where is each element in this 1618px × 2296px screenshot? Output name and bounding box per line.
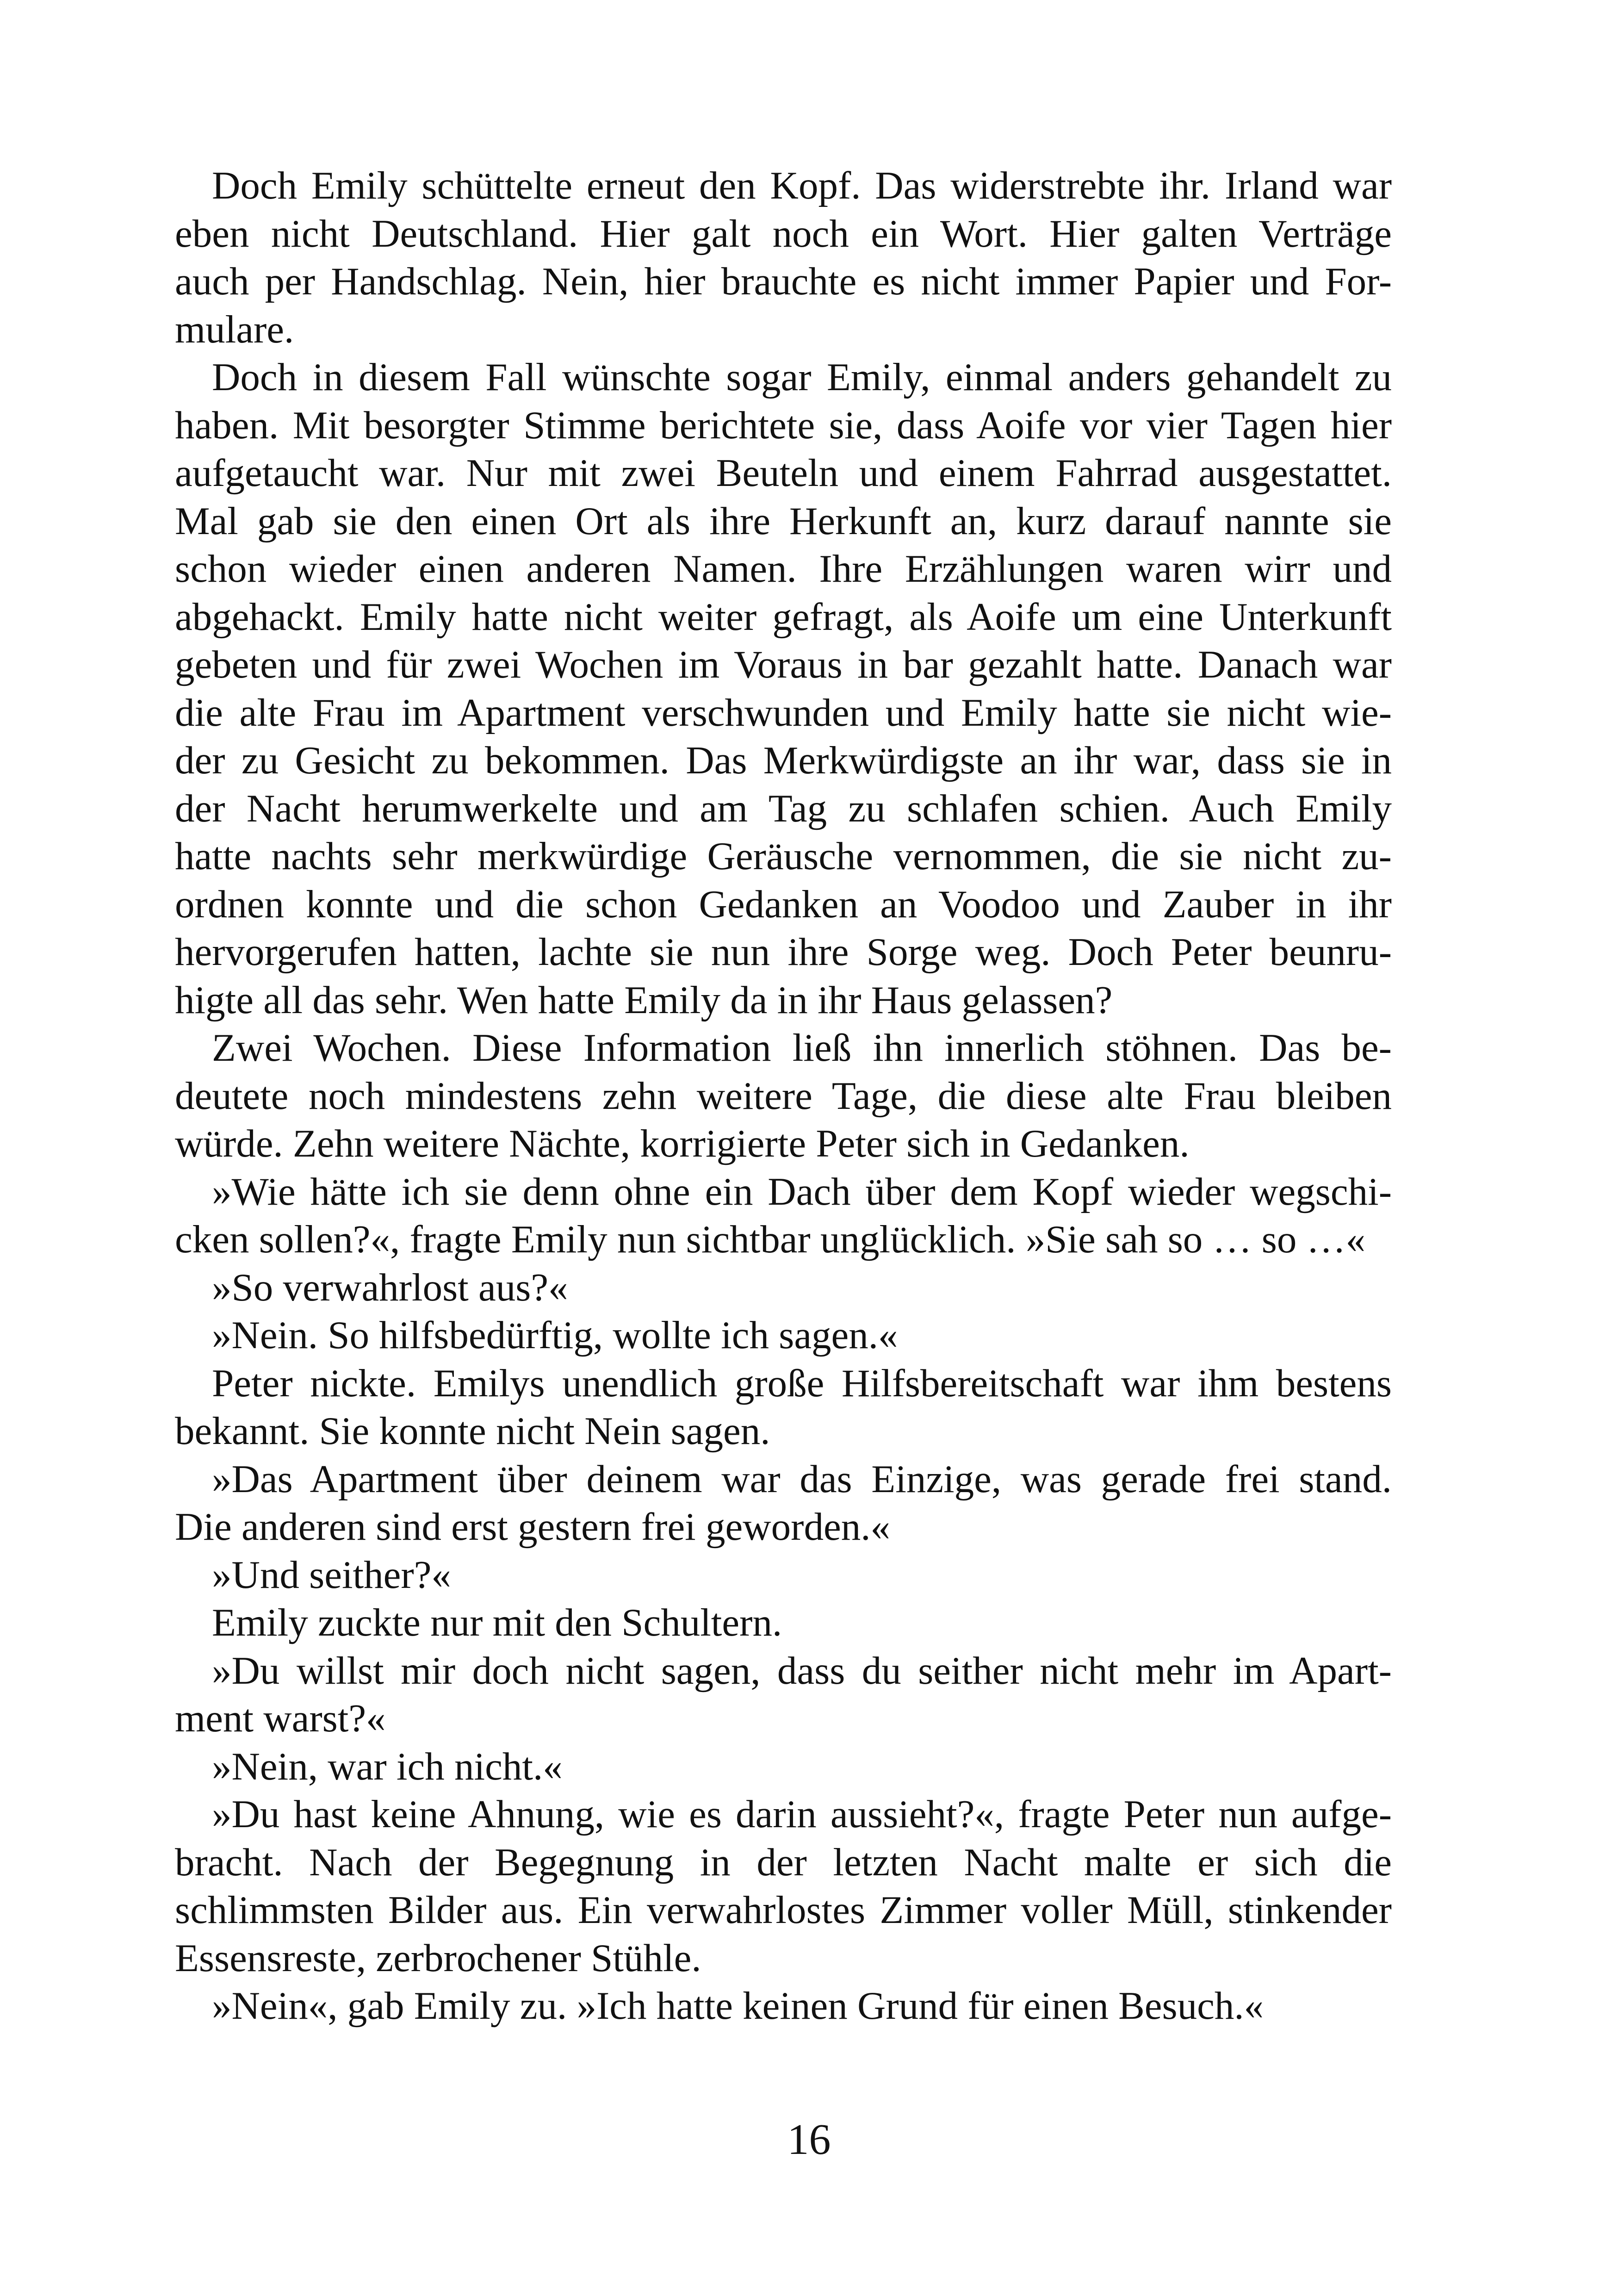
text-line: der Nacht herumwerkelte und am Tag zu schlafen schien. Auch Emily bbox=[175, 786, 1392, 830]
text-line: gebeten und für zwei Wochen im Voraus in bar gezahlt hatte. Danach war bbox=[175, 643, 1392, 686]
text-line: Essensreste, zerbrochener Stühle. bbox=[175, 1936, 701, 1980]
text-line: higte all das sehr. Wen hatte Emily da in ihr Haus gelassen? bbox=[175, 978, 1113, 1022]
text-line: »Nein«, gab Emily zu. »Ich hatte keinen Grund für einen Besuch.« bbox=[212, 1984, 1264, 2028]
text-line: eben nicht Deutschland. Hier galt noch ein Wort. Hier galten Verträge bbox=[175, 212, 1392, 255]
text-line: haben. Mit besorgter Stimme berichtete sie, dass Aoife vor vier Tagen hier bbox=[175, 403, 1392, 447]
body-text bbox=[175, 162, 1392, 2030]
text-line: deutete noch mindestens zehn weitere Tage, die diese alte Frau bleiben bbox=[175, 1074, 1392, 1118]
text-line: ordnen konnte und die schon Gedanken an Voodoo und Zauber in ihr bbox=[175, 882, 1392, 926]
text-line: Mal gab sie den einen Ort als ihre Herkunft an, kurz darauf nannte sie bbox=[175, 499, 1392, 543]
text-line: aufgetaucht war. Nur mit zwei Beuteln und einem Fahrrad ausgestattet. bbox=[175, 451, 1392, 495]
text-line: die alte Frau im Apartment verschwunden und Emily hatte sie nicht wie- bbox=[175, 691, 1392, 734]
text-line: würde. Zehn weitere Nächte, korrigierte Peter sich in Gedanken. bbox=[175, 1122, 1190, 1165]
text-line: Die anderen sind erst gestern frei geworden.« bbox=[175, 1505, 890, 1549]
text-line: »Du hast keine Ahnung, wie es darin aussieht?«, fragte Peter nun aufge- bbox=[212, 1792, 1392, 1836]
text-line: »Und seither?« bbox=[212, 1553, 451, 1597]
text-line: schlimmsten Bilder aus. Ein verwahrlostes Zimmer voller Müll, stinkender bbox=[175, 1888, 1392, 1932]
text-line: Doch Emily schüttelte erneut den Kopf. Das widerstrebte ihr. Irland war bbox=[212, 164, 1392, 207]
text-line: »Nein. So hilfsbedürftig, wollte ich sagen.« bbox=[212, 1313, 898, 1357]
text-line: schon wieder einen anderen Namen. Ihre Erzählungen waren wirr und bbox=[175, 547, 1392, 591]
text-line: bekannt. Sie konnte nicht Nein sagen. bbox=[175, 1409, 770, 1453]
text-line: abgehackt. Emily hatte nicht weiter gefragt, als Aoife um eine Unterkunft bbox=[175, 595, 1392, 639]
text-line: cken sollen?«, fragte Emily nun sichtbar unglücklich. »Sie sah so … so …« bbox=[175, 1218, 1366, 1261]
text-line: hatte nachts sehr merkwürdige Geräusche vernommen, die sie nicht zu- bbox=[175, 834, 1392, 878]
text-line: bracht. Nach der Begegnung in der letzten Nacht malte er sich die bbox=[175, 1840, 1392, 1884]
text-line: hervorgerufen hatten, lachte sie nun ihre Sorge weg. Doch Peter beunru- bbox=[175, 930, 1392, 974]
text-line: »Wie hätte ich sie denn ohne ein Dach über dem Kopf wieder wegschi- bbox=[212, 1170, 1392, 1213]
text-line: ment warst?« bbox=[175, 1697, 386, 1740]
text-line: »Du willst mir doch nicht sagen, dass du seither nicht mehr im Apart- bbox=[212, 1649, 1392, 1692]
text-line: Zwei Wochen. Diese Information ließ ihn innerlich stöhnen. Das be- bbox=[212, 1026, 1392, 1070]
text-line: der zu Gesicht zu bekommen. Das Merkwürdigste an ihr war, dass sie in bbox=[175, 739, 1392, 782]
text-line: auch per Handschlag. Nein, hier brauchte es nicht immer Papier und For- bbox=[175, 260, 1392, 303]
text-line: »So verwahrlost aus?« bbox=[212, 1265, 568, 1309]
text-line: »Nein, war ich nicht.« bbox=[212, 1744, 563, 1788]
text-line: Doch in diesem Fall wünschte sogar Emily, einmal anders gehandelt zu bbox=[212, 355, 1392, 399]
page-number: 16 bbox=[787, 2116, 831, 2164]
text-line: mulare. bbox=[175, 307, 294, 351]
text-line: Peter nickte. Emilys unendlich große Hilfsbereitschaft war ihm bestens bbox=[212, 1361, 1392, 1405]
text-line: »Das Apartment über deinem war das Einzige, was gerade frei stand. bbox=[212, 1457, 1392, 1501]
text-line: Emily zuckte nur mit den Schultern. bbox=[212, 1601, 782, 1644]
